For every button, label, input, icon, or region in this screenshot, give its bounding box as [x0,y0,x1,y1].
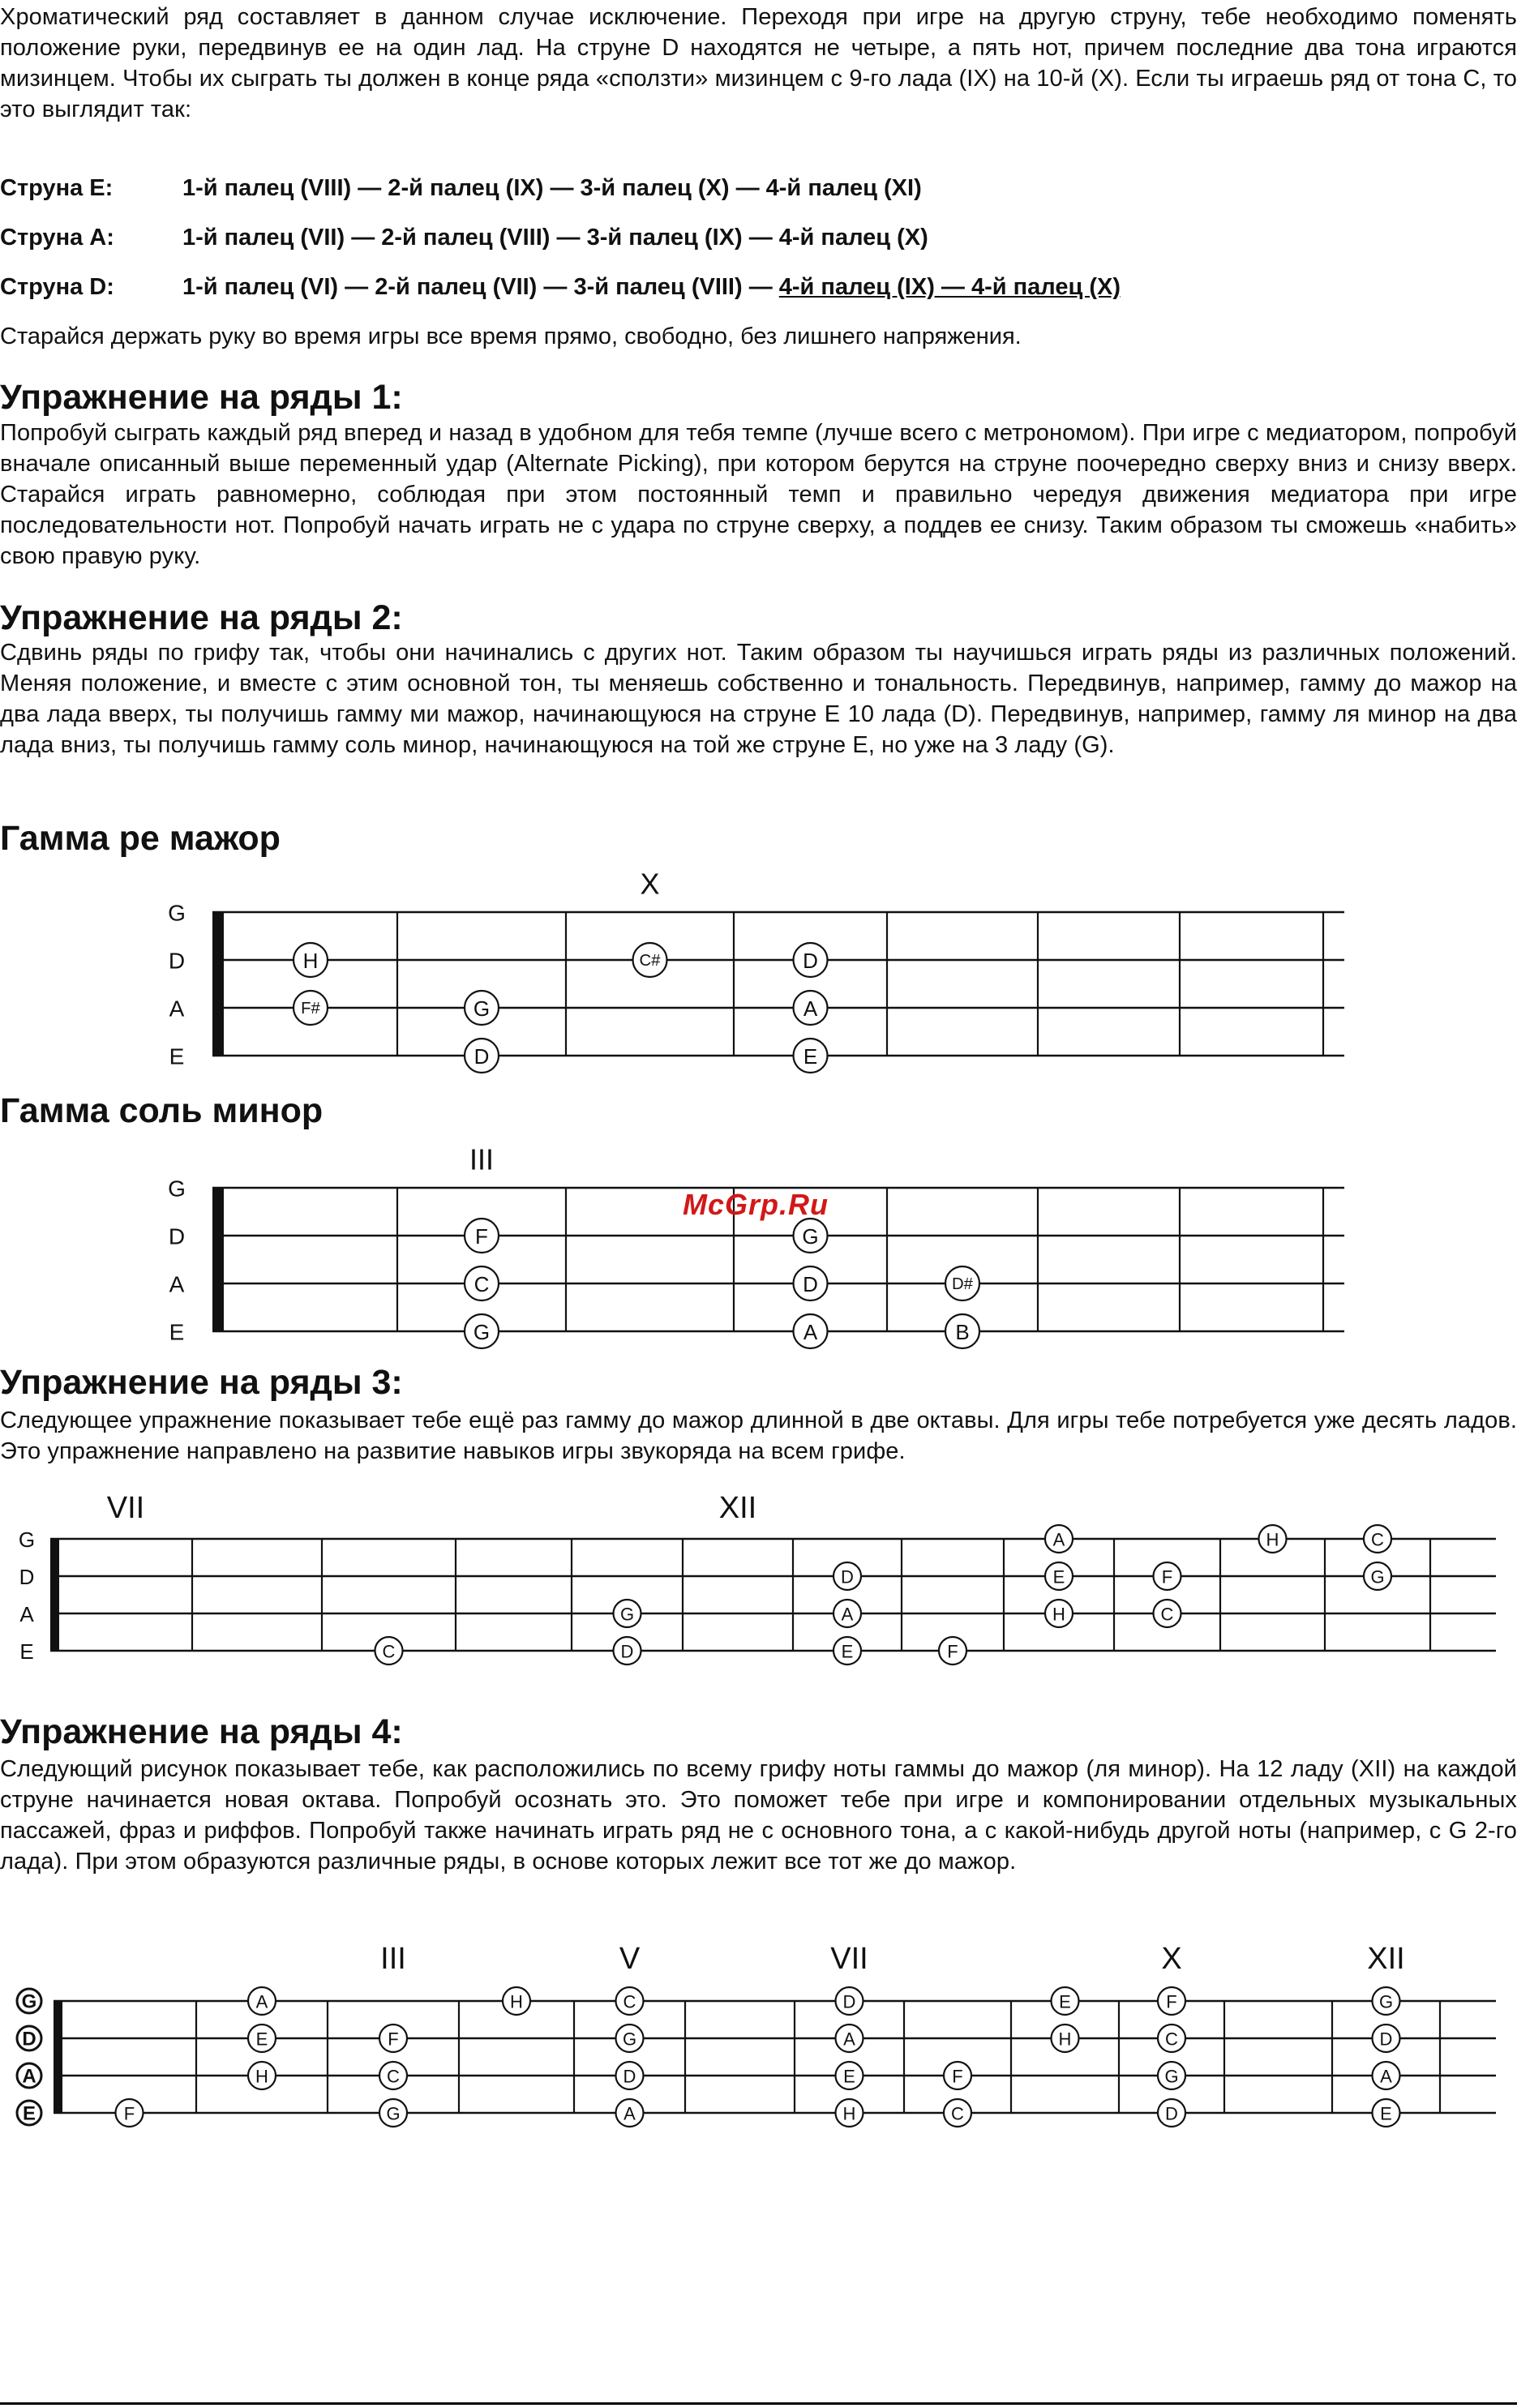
note-label: B [955,1320,970,1344]
note-label: D [1379,2029,1393,2050]
string-label-g: G [21,1990,37,2013]
note-marker [944,2099,971,2127]
ex2-text: Сдвинь ряды по грифу так, чтобы они начинались с других нот. Таким образом ты научишься играть ряды из различных положений. Меняя положение, и вместе с этим основной тон, ты меняешь собственно и тональность. Передвинув, например, гамму до мажор на два лада вверх, ты получишь гамму ми мажор, начинающуюся на струне E 10 лада (D). Передвинув, например, гамму ля минор на два лада вниз, ты получишь гамму соль минор, начинающуюся на той же струне E, но уже на 3 ладу (G). [0,640,1517,758]
note-marker [833,1562,861,1590]
g-minor-title: Гамма соль минор [0,1091,324,1130]
note-label: E [1059,1991,1071,2012]
string-label-d: D [19,1565,35,1589]
note-marker [379,2025,407,2052]
note-marker [1045,1525,1073,1553]
note-label: G [1370,1566,1385,1587]
ex1-title: Упражнение на ряды 1: [0,378,403,417]
note-marker [939,1637,966,1665]
note-marker [1158,1987,1185,2015]
fret-marker-iii: III [469,1142,495,1176]
note-label: D [803,949,818,973]
note-label: A [841,1604,854,1625]
note-marker [614,1600,641,1627]
note-marker [1373,2099,1400,2127]
string-e-text: 1-й палец (VIII) — 2-й палец (IX) — 3-й палец (X) — 4-й палец (XI) [182,175,922,201]
note-marker [1158,2099,1185,2127]
intro-closing: Старайся держать руку во время игры все время прямо, свободно, без лишнего напряжения. [0,323,1022,349]
note-label: H [1058,2029,1072,2050]
note-label: F [952,2066,963,2087]
note-label: A [843,2029,855,2050]
note-marker [1052,2025,1079,2052]
note-marker [944,2062,971,2089]
ex1-text: Попробуй сыграть каждый ряд вперед и назад в удобном для тебя темпе (лучше всего с метрономом). При игре с медиатором, попробуй вначале описанный выше переменный удар (Alternate Picking), при котором берутся на струне поочередно сверху вниз и снизу вверх. Старайся играть равномерно, соблюдая при этом постоянный темп и правильно чередуя движения медиатора при игре последовательности нот. Попробуй начать играть не с удара по струне сверху, а поддев ее снизу. Таким образом ты сможешь «набить» свою правую руку. [0,420,1517,569]
note-marker [794,991,828,1025]
note-marker [945,1266,979,1300]
fretboard-d-major [0,859,1517,1078]
note-marker [794,943,828,977]
string-label-e: E [169,1319,185,1345]
note-marker [1364,1525,1391,1553]
string-a-fingering [0,222,928,253]
string-label-a: A [19,1602,34,1626]
note-marker [794,1314,828,1348]
string-e-fingering [0,173,922,204]
string-d-text: 1-й палец (VI) — 2-й палец (VII) — 3-й палец (VIII) — [182,274,779,300]
note-marker [465,991,499,1025]
note-label: F [947,1641,958,1662]
string-a-label: Струна A: [0,225,114,251]
string-label-a: A [169,1271,185,1297]
note-label: A [803,1320,818,1344]
note-label: C [382,1641,396,1662]
note-marker [614,1637,641,1665]
string-d-fingering [0,272,1121,302]
note-label: D [842,1991,856,2012]
ex3-title: Упражнение на ряды 3: [0,1363,403,1402]
note-marker [836,2025,863,2052]
note-label: G [619,1604,635,1625]
string-label-d: D [168,1223,186,1249]
note-marker [465,1219,499,1253]
fret-marker-vii: VII [830,1942,868,1976]
fret-marker-xii: XII [718,1491,757,1525]
note-label: F [475,1224,488,1249]
note-marker [248,2062,276,2089]
note-label: E [803,1044,818,1069]
note-label: E [255,2029,268,2050]
note-label: E [841,1641,854,1662]
note-label: C# [639,952,661,970]
note-marker [465,1314,499,1348]
note-marker [616,2099,644,2127]
note-label: H [1052,1604,1065,1625]
note-marker [375,1637,403,1665]
nut [50,1538,59,1652]
nut [54,2000,62,2114]
string-d-label: Струна D: [0,274,114,300]
note-label: D [803,1272,818,1296]
note-label: C [951,2103,964,2124]
string-label-a: A [169,996,185,1022]
note-label: G [1378,1991,1394,2012]
fret-marker-xii: XII [1367,1942,1405,1976]
string-label-d: D [22,2028,36,2050]
note-marker [616,2025,644,2052]
note-marker [794,1266,828,1300]
fretboard-c-major-two-octaves [0,1484,1517,1678]
note-label: H [255,2066,268,2087]
note-label: D [841,1566,854,1587]
note-label: C [387,2066,400,2087]
note-label: E [1380,2103,1392,2124]
note-marker [1373,2025,1400,2052]
string-label-g: G [168,1176,186,1202]
ex2-title: Упражнение на ряды 2: [0,598,403,637]
note-marker [833,1600,861,1627]
note-marker [248,1987,276,2015]
note-label: C [1165,2029,1178,2050]
note-label: A [803,996,818,1021]
string-label-e: E [169,1043,185,1069]
string-e-label: Струна E: [0,175,114,201]
note-label: A [1380,2066,1392,2087]
note-marker [1052,1987,1079,2015]
string-label-g: G [18,1527,36,1552]
note-label: H [302,949,319,973]
string-d-underlined: 4-й палец (IX) — 4-й палец (X) [778,274,1121,300]
string-label-e: E [22,2102,36,2125]
string-label-e: E [19,1639,34,1664]
note-marker [294,991,328,1025]
note-label: E [1052,1566,1065,1587]
bottom-rule [0,2402,1517,2405]
note-marker [616,1987,644,2015]
note-label: A [1052,1529,1065,1550]
fret-marker-vii: VII [106,1491,145,1525]
note-label: A [255,1991,268,2012]
note-label: A [624,2103,636,2124]
note-marker [465,1266,499,1300]
string-label-d: D [168,948,186,974]
note-marker [379,2062,407,2089]
d-major-title: Гамма ре мажор [0,819,281,858]
note-marker [1158,2062,1185,2089]
ex3-text: Следующее упражнение показывает тебе ещё раз гамму до мажор длинной в две октавы. Для игры тебе потребуется уже десять ладов. Это упражнение направлено на развитие навыков игры звукоряда на всем грифе. [0,1408,1517,1464]
note-marker [836,2099,863,2127]
ex4-title: Упражнение на ряды 4: [0,1712,403,1751]
note-label: F [123,2103,135,2124]
note-label: H [510,1991,523,2012]
note-marker [116,2099,144,2127]
note-marker [836,2062,863,2089]
note-label: C [1160,1604,1174,1625]
note-label: D [620,1641,634,1662]
note-label: F [1161,1566,1173,1587]
note-label: G [386,2103,401,2124]
note-marker [379,2099,407,2127]
string-label-a: A [22,2065,36,2088]
note-label: H [842,2103,856,2124]
note-label: C [1371,1529,1384,1550]
note-label: H [1266,1529,1279,1550]
intro-paragraph: Хроматический ряд составляет в данном случае исключение. Переходя при игре на другую струну, тебе необходимо поменять положение руки, передвинув ее на один лад. На струне D находятся не четыре, а пять нот, причем последние два тона играются мизинцем. Чтобы их сыграть ты должен в конце ряда «сползти» мизинцем с 9-го лада (IX) на 10-й (X). Если ты играешь ряд от тона С, то это выглядит так: [0,4,1517,122]
note-label: G [802,1224,819,1249]
note-label: F [1166,1991,1177,2012]
note-label: G [622,2029,637,2050]
fret-marker-v: V [619,1942,641,1976]
note-marker [465,1039,499,1073]
note-marker [794,1219,828,1253]
note-marker [1259,1525,1287,1553]
nut [212,1187,224,1332]
note-marker [836,1987,863,2015]
note-label: G [473,996,491,1021]
note-marker [1154,1562,1181,1590]
fretboard-g-minor [0,1135,1517,1354]
note-label: C [474,1272,490,1296]
note-marker [945,1314,979,1348]
note-label: F# [301,1000,320,1018]
note-label: E [843,2066,855,2087]
note-marker [633,943,667,977]
note-marker [1364,1562,1391,1590]
note-marker [503,1987,530,2015]
note-marker [248,2025,276,2052]
note-marker [1154,1600,1181,1627]
note-label: F [388,2029,399,2050]
note-label: D [623,2066,636,2087]
note-marker [794,1039,828,1073]
fret-marker-x: X [1161,1942,1182,1976]
note-label: C [623,1991,636,2012]
watermark: McGrp.Ru [683,1188,829,1221]
note-label: G [473,1320,491,1344]
note-marker [294,943,328,977]
string-a-text: 1-й палец (VII) — 2-й палец (VIII) — 3-й палец (IX) — 4-й палец (X) [182,225,928,251]
note-marker [1045,1562,1073,1590]
note-label: D# [952,1275,973,1293]
note-marker [1158,2025,1185,2052]
note-marker [1045,1600,1073,1627]
fretboard-c-major-full [0,1930,1517,2157]
fret-marker-x: X [640,867,660,901]
note-marker [1373,2062,1400,2089]
note-label: D [1165,2103,1178,2124]
fret-marker-iii: III [380,1942,406,1976]
note-label: D [474,1044,490,1069]
note-marker [833,1637,861,1665]
note-label: G [1164,2066,1179,2087]
string-label-g: G [168,900,186,926]
ex4-text: Следующий рисунок показывает тебе, как расположились по всему грифу ноты гаммы до мажор (ля минор). На 12 ладу (XII) на каждой струне начинается новая октава. Попробуй осознать это. Это поможет тебе при игре и компонировании отдельных музыкальных пассажей, фраз и риффов. Попробуй также начинать играть ряд не с основного тона, а с какой-нибудь другой ноты (например, с G 2-го лада). При этом образуются различные ряды, в основе которых лежит все тот же до мажор. [0,1756,1517,1875]
note-marker [616,2062,644,2089]
note-marker [1373,1987,1400,2015]
nut [212,911,224,1056]
